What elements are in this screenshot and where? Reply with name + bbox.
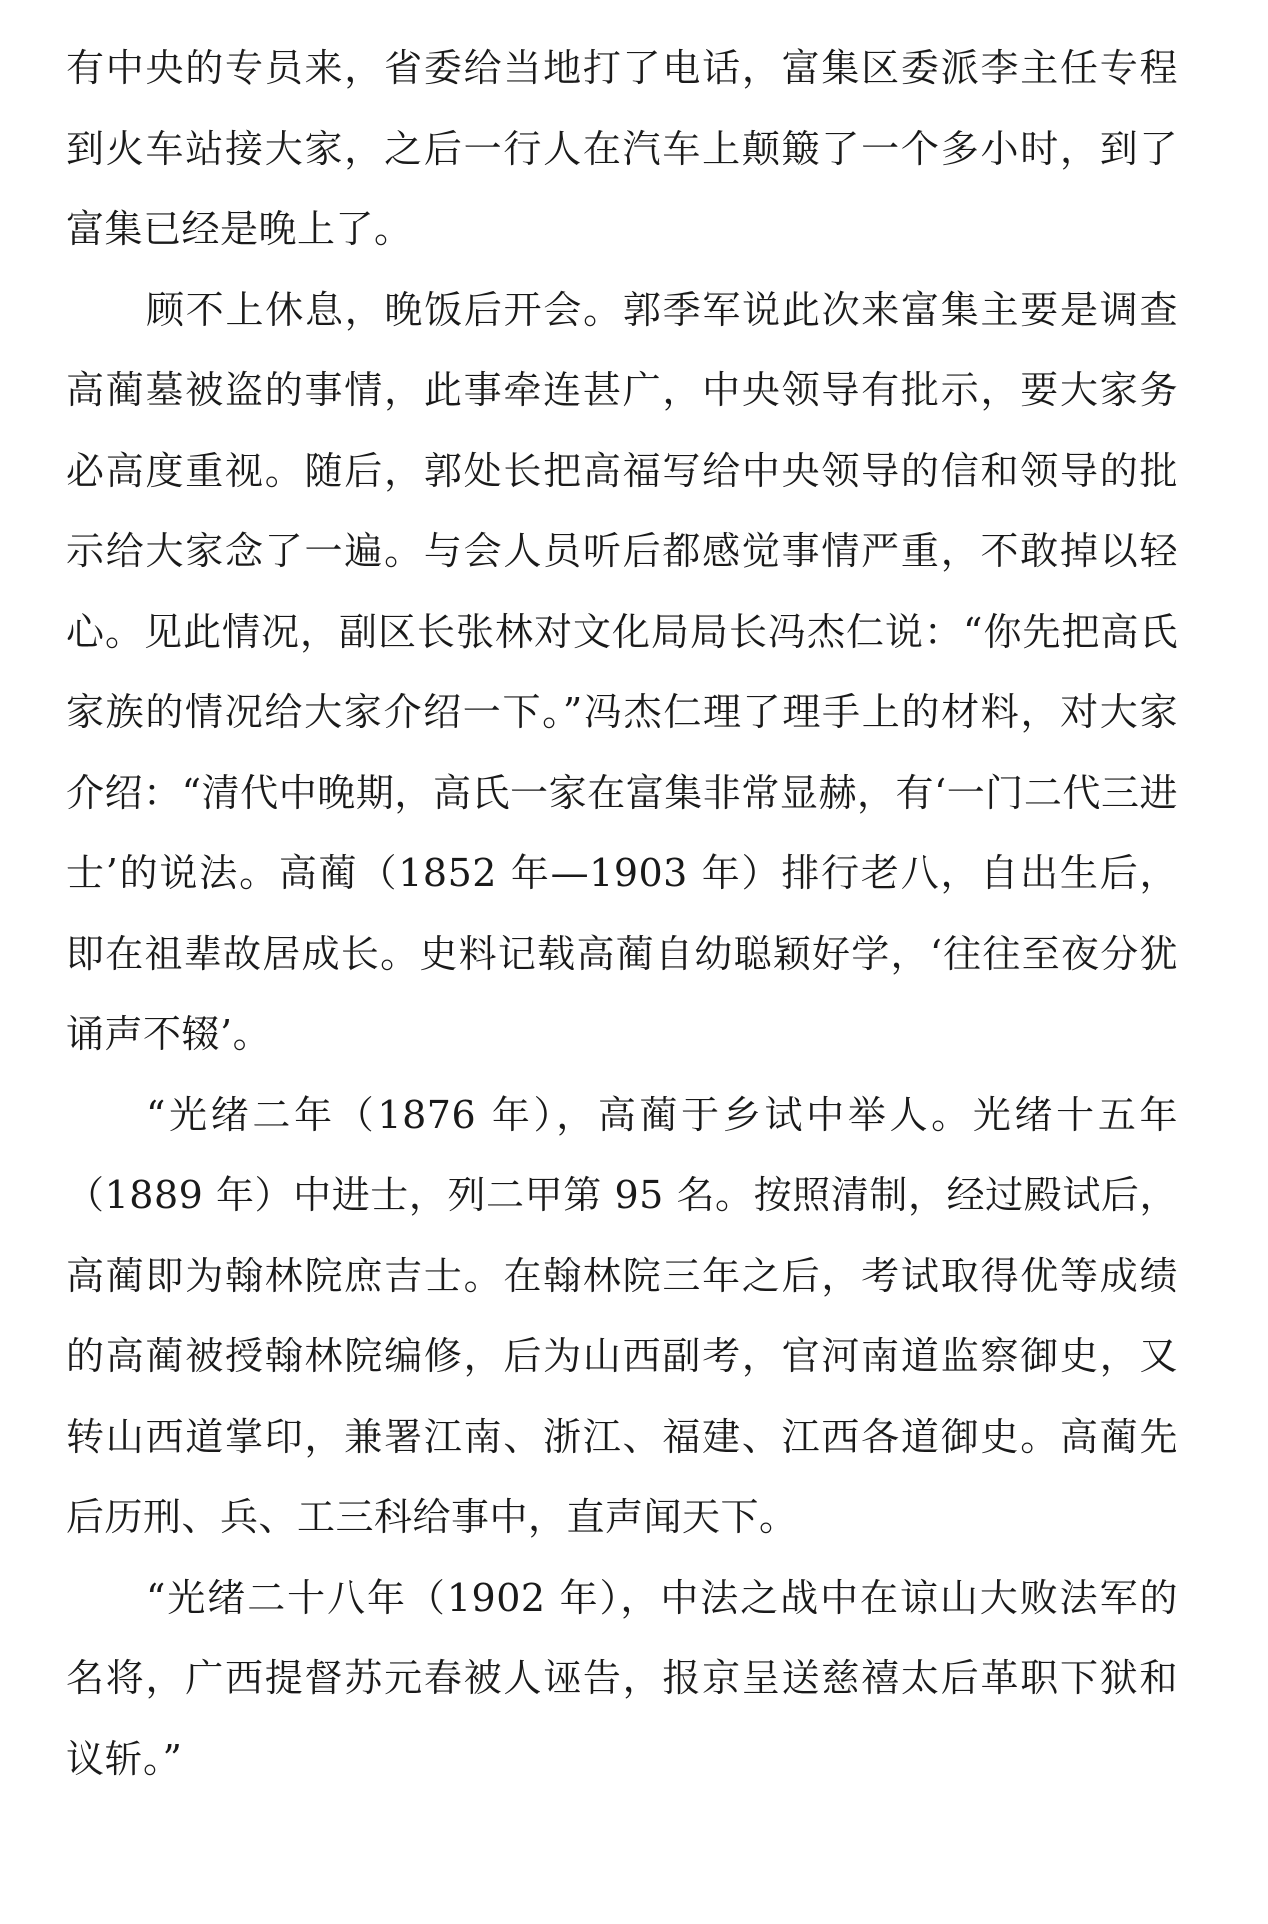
paragraph-1: 有中央的专员来，省委给当地打了电话，富集区委派李主任专程到火车站接大家，之后一行人在汽车上颠簸了一个多小时，到了富集已经是晚上了。 [66,46,1178,251]
paragraph-3: “光绪二年（1876 年），高蔺于乡试中举人。光绪十五年（1889 年）中进士，列二甲第 95 名。按照清制，经过殿试后，高蔺即为翰林院庶吉士。在翰林院三年之后，考试取得优等成绩的高蔺被授翰林院编修，后为山西副考，官河南道监察御史，又转山西道掌印，兼署江南、浙江、福建、江西各道御史。高蔺先后历刑、兵、工三科给事中，直声闻天下。 [66,1092,1178,1539]
body-text [66,28,1178,1799]
paragraph-4: “光绪二十八年（1902 年），中法之战中在谅山大败法军的名将，广西提督苏元春被人诬告，报京呈送慈禧太后革职下狱和议斩。” [66,1575,1178,1781]
paragraph-2: 顾不上休息，晚饭后开会。郭季军说此次来富集主要是调查高蔺墓被盗的事情，此事牵连甚广，中央领导有批示，要大家务必高度重视。随后，郭处长把高福写给中央领导的信和领导的批示给大家念了一遍。与会人员听后都感觉事情严重，不敢掉以轻心。见此情况，副区长张林对文化局局长冯杰仁说：“你先把高氏家族的情况给大家介绍一下。”冯杰仁理了理手上的材料，对大家介绍：“清代中晚期，高氏一家在富集非常显赫，有‘一门二代三进士’的说法。高蔺（1852 年—1903 年）排行老八，自出生后，即在祖辈故居成长。史料记载高蔺自幼聪颖好学，‘往往至夜分犹诵声不辍’。 [66,287,1178,1056]
